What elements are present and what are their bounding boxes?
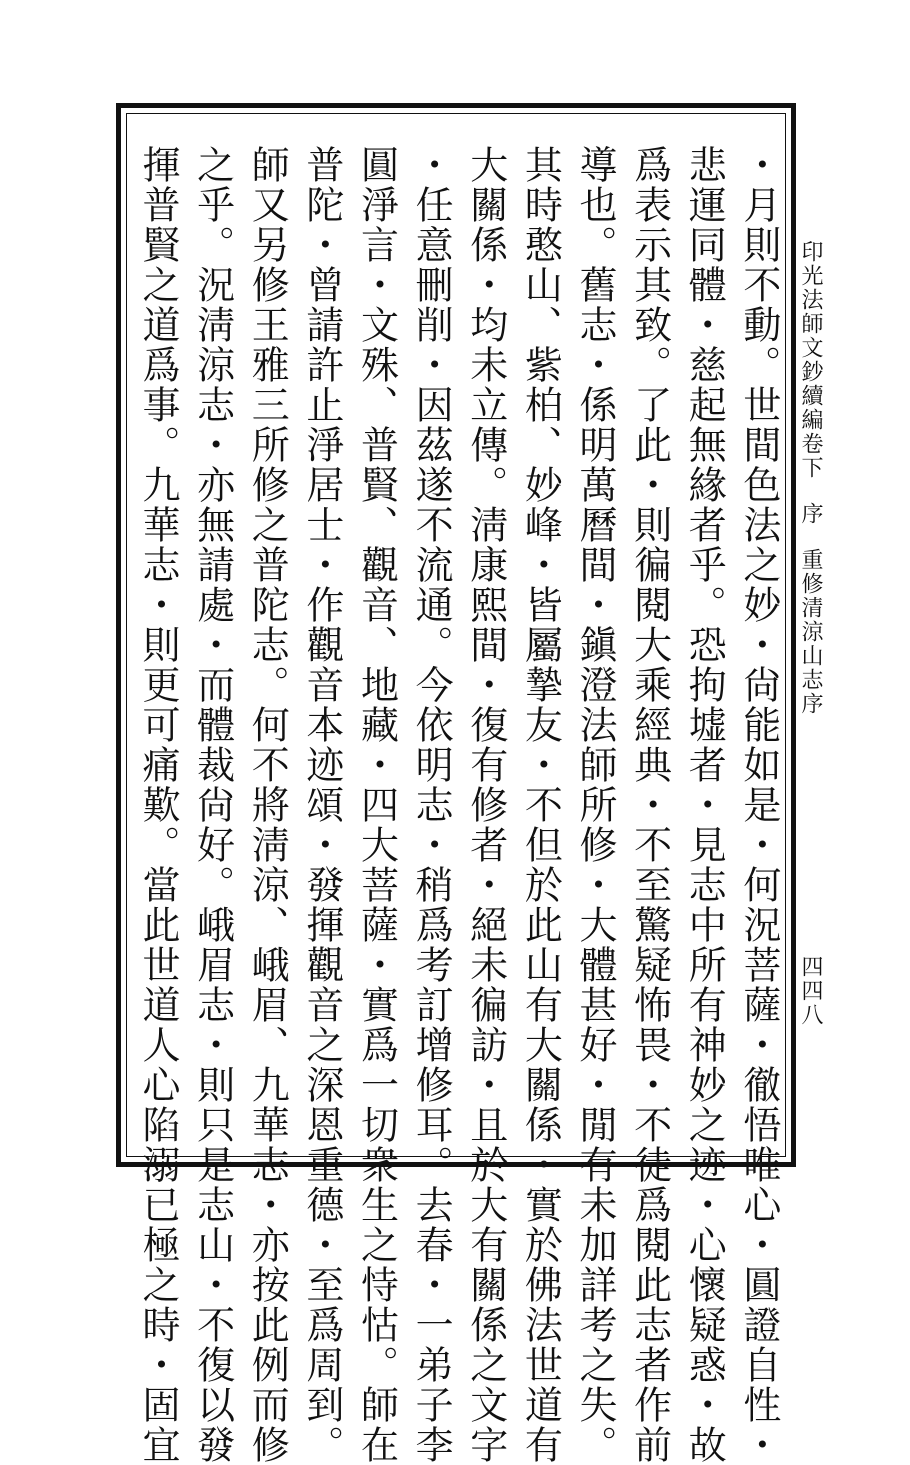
page-number: 四四八 <box>798 955 823 1027</box>
section-label: 序 <box>798 502 823 526</box>
text-column: ・任意刪削・因茲遂不流通。今依明志・稍爲考訂增修耳。去春・一弟子李 <box>409 145 454 1465</box>
text-column: 悲運同體・慈起無緣者乎。恐拘墟者・見志中所有神妙之迹・心懷疑惑・故 <box>682 145 727 1465</box>
text-column: 之乎。況淸涼志・亦無請處・而體裁尙好。峨眉志・則只是志山・不復以發 <box>190 145 235 1465</box>
text-column: 大關係・均未立傳。淸康熙間・復有修者・絕未徧訪・且於大有關係之文字 <box>463 145 508 1465</box>
book-title: 印光法師文鈔續編卷下 <box>798 240 823 480</box>
text-column: 普陀・曾請許止淨居士・作觀音本迹頌・發揮觀音之深恩重德・至爲周到。 <box>299 145 344 1465</box>
text-column: 其時憨山、紫柏、妙峰・皆屬摯友・不但於此山有大關係・實於佛法世道有 <box>518 145 563 1465</box>
text-column: ・月則不動。世間色法之妙・尙能如是・何況菩薩・徹悟唯心・圓證自性・ <box>736 145 781 1465</box>
main-text <box>136 145 781 1465</box>
essay-title: 重修清涼山志序 <box>798 548 823 716</box>
text-column: 圓淨言・文殊、普賢、觀音、地藏・四大菩薩・實爲一切衆生之恃怙。師在 <box>354 145 399 1465</box>
text-column: 揮普賢之道爲事。九華志・則更可痛歎。當此世道人心陷溺已極之時・固宜 <box>136 145 180 1465</box>
text-column: 導也。舊志・係明萬曆間・鎭澄法師所修・大體甚好・閒有未加詳考之失。 <box>573 145 617 1465</box>
text-column: 師又另修王雅三所修之普陀志。何不將淸涼、峨眉、九華志・亦按此例而修 <box>245 145 290 1465</box>
text-column: 爲表示其致。了此・則徧閱大乘經典・不至驚疑怖畏・不徒爲閱此志者作前 <box>627 145 672 1465</box>
running-header <box>797 240 823 1240</box>
